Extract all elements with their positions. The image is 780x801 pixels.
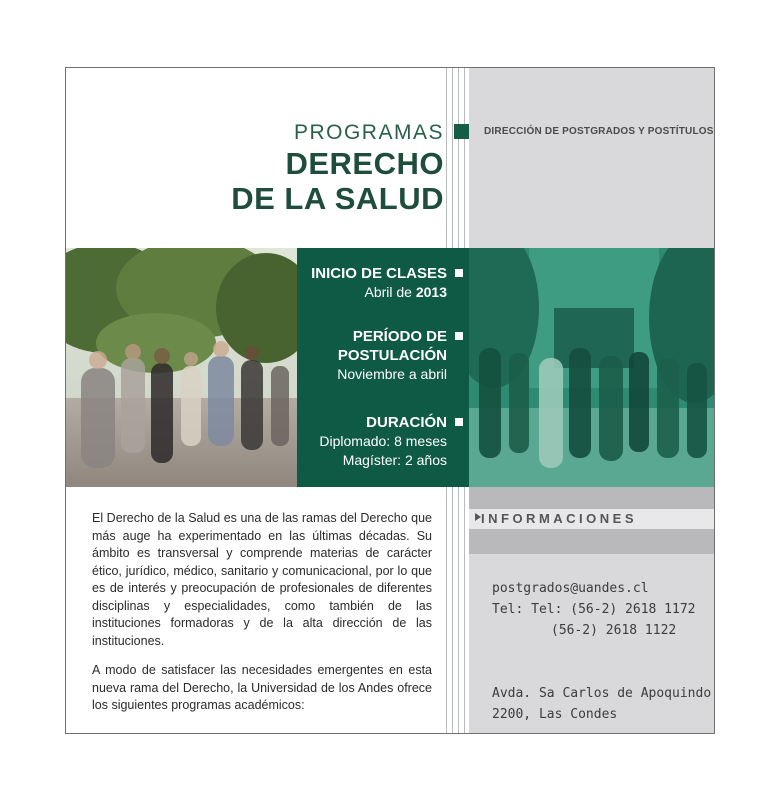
periodo-label-1: PERÍODO DE: [352, 328, 447, 345]
email-text: postgrados@uandes.cl: [492, 581, 649, 596]
duracion-magister: Magíster: 2 años: [342, 452, 447, 468]
address-block: [492, 683, 711, 725]
direction-heading: DIRECCIÓN DE POSTGRADOS Y POSTÍTULOS: [484, 126, 714, 137]
tel-line-2: (56-2) 2618 1122: [551, 623, 677, 638]
square-bullet-icon: [454, 124, 469, 139]
crowd-photo-right: [469, 248, 715, 487]
program-info-box: [297, 248, 469, 487]
title-line-1: DERECHO: [285, 146, 444, 181]
contact-block: [492, 578, 696, 641]
title-line-2: DE LA SALUD: [231, 181, 444, 216]
square-bullet-icon: [455, 332, 463, 340]
body-paragraph-2: A modo de satisfacer las necesidades emergentes en esta nueva rama del Derecho, la Universidad de los Andes ofrece los siguientes programas académicos:: [92, 663, 432, 712]
inicio-year: 2013: [415, 284, 447, 300]
band-top: [469, 487, 715, 509]
duracion-label: DURACIÓN: [366, 414, 447, 431]
square-bullet-icon: [455, 269, 463, 277]
periodo-value: Noviembre a abril: [337, 366, 447, 382]
inicio-clases: [311, 264, 447, 302]
duracion-diplomado: Diplomado: 8 meses: [319, 433, 447, 449]
band-bottom: [469, 529, 715, 554]
title-programas: PROGRAMAS: [293, 121, 444, 144]
body-paragraph-1: El Derecho de la Salud es una de las ramas del Derecho que más auge ha experimentado en las últimas décadas. Su ámbito es transversal y comprende materias de carácter ético, jurídico, médico, sanitario y comunicacional, por lo que es de interés y preocupación de profesionales de diferentes disciplinas y especialidades, como también de las instituciones formadoras y de la alta dirección de las instituciones.: [92, 511, 432, 648]
brochure-card: [65, 67, 715, 734]
informaciones-label: INFORMACIONES: [481, 511, 637, 526]
address-line-1: Avda. Sa Carlos de Apoquindo: [492, 686, 712, 701]
tel-line-1: Tel: Tel: (56-2) 2618 1172: [492, 602, 696, 617]
page-title: [231, 120, 444, 216]
square-bullet-icon: [455, 418, 463, 426]
duracion: [319, 413, 447, 470]
address-line-2: 2200, Las Condes: [492, 707, 618, 722]
crowd-photo-left: [66, 248, 297, 487]
inicio-label: INICIO DE CLASES: [311, 265, 447, 282]
inicio-value: Abril de: [364, 284, 412, 300]
body-text: [92, 510, 432, 727]
informaciones-band: [469, 509, 715, 529]
periodo-label-2: POSTULACIÓN: [337, 347, 447, 364]
periodo-postulacion: [337, 327, 447, 384]
